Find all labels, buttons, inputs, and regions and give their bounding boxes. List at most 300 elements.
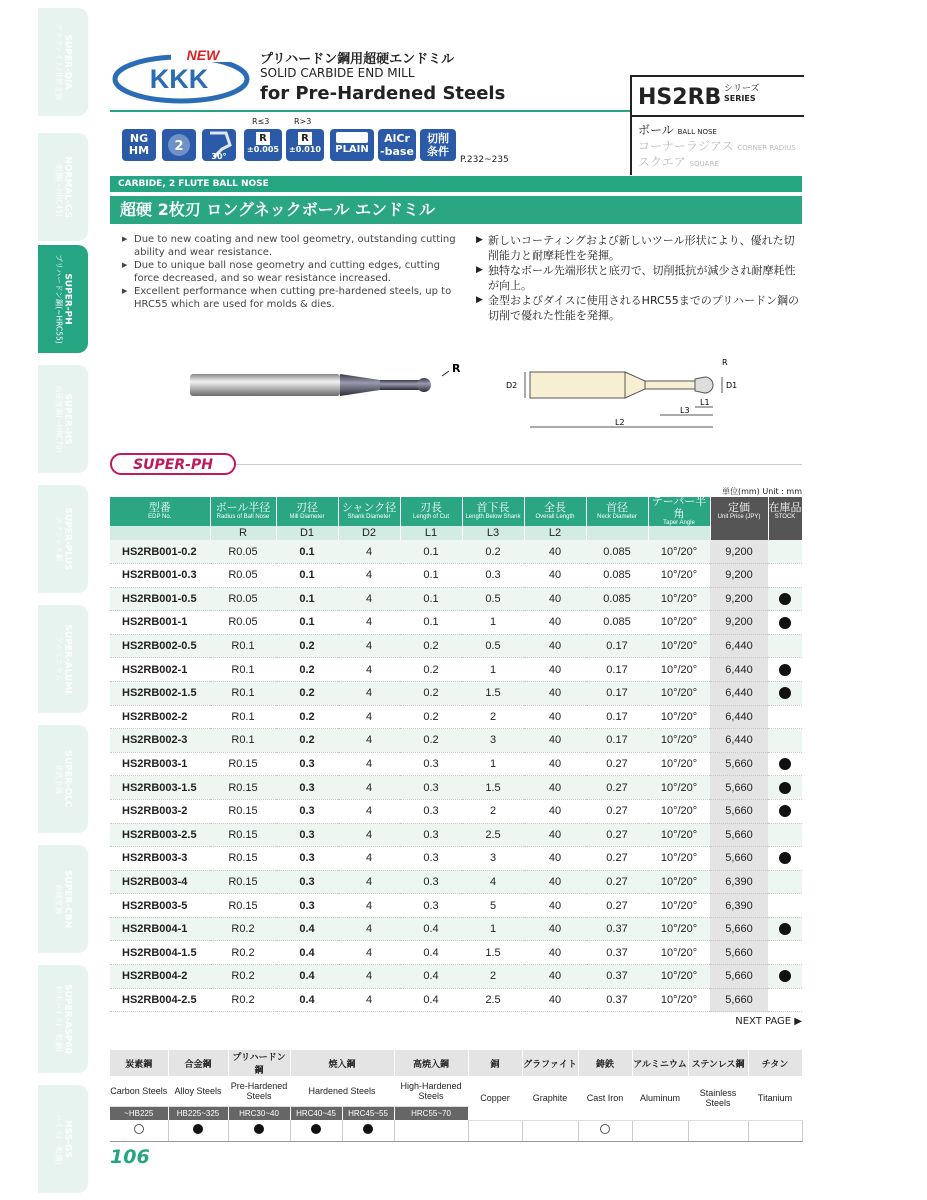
- table-cell: R0.2: [210, 965, 276, 989]
- materials-table: [110, 1050, 803, 1142]
- table-cell: 0.37: [586, 917, 648, 941]
- table-cell: 0.3: [276, 870, 338, 894]
- table-cell: 0.3: [400, 799, 462, 823]
- table-cell: R0.1: [210, 658, 276, 682]
- shape-square-ja: スクエア: [638, 155, 686, 169]
- stock-cell: [768, 752, 802, 776]
- table-cell: 9,200: [710, 540, 768, 563]
- table-cell: R0.05: [210, 540, 276, 563]
- material-name-ja: 鋳鉄: [578, 1050, 632, 1076]
- material-name-en: Hardened Steels: [290, 1076, 394, 1107]
- side-tab-9[interactable]: [38, 1085, 88, 1193]
- material-name-en: Copper: [468, 1076, 522, 1120]
- table-cell: 0.4: [276, 988, 338, 1012]
- shape-square: [638, 153, 719, 170]
- table-cell: 9,200: [710, 611, 768, 635]
- table-cell: 5,660: [710, 752, 768, 776]
- table-row: [110, 634, 802, 658]
- table-row: [110, 988, 802, 1012]
- column-header: [400, 497, 462, 526]
- table-cell: 9,200: [710, 563, 768, 587]
- stock-cell: [768, 587, 802, 611]
- table-cell: 40: [524, 941, 586, 965]
- material-hardness: ~HB225: [110, 1107, 168, 1121]
- table-cell: 0.3: [276, 847, 338, 871]
- table-cell: 4: [338, 988, 400, 1012]
- logo-text: KKK: [149, 64, 209, 94]
- table-cell: 0.2: [276, 634, 338, 658]
- side-tab-2[interactable]: [38, 245, 88, 353]
- column-header-en: Unit Price (JPY): [717, 514, 761, 521]
- side-tab-3[interactable]: [38, 365, 88, 473]
- features-ja: [476, 233, 802, 323]
- side-tab-1[interactable]: [38, 133, 88, 241]
- material-name-en: Carbon Steels: [110, 1076, 168, 1107]
- side-tab-title: SUPER-HS: [62, 393, 73, 445]
- table-cell: 0.1: [400, 563, 462, 587]
- helix-angle: 30°: [211, 152, 227, 161]
- table-cell: 4: [338, 894, 400, 918]
- table-cell: 1: [462, 611, 524, 635]
- stock-cell: [768, 563, 802, 587]
- stock-cell: [768, 729, 802, 753]
- table-cell: 2: [462, 799, 524, 823]
- spec-icons: [110, 113, 630, 177]
- side-tab-label: [54, 23, 73, 100]
- table-cell: HS2RB004-1.5: [110, 941, 210, 965]
- material-name-ja: 焼入鋼: [290, 1050, 394, 1076]
- table-cell: 4: [338, 847, 400, 871]
- column-symbol: D2: [338, 526, 400, 540]
- r-large-symbol: R: [298, 132, 312, 145]
- table-cell: 10°/20°: [648, 776, 710, 800]
- table-cell: 5,660: [710, 823, 768, 847]
- table-cell: 0.3: [276, 823, 338, 847]
- drawing-d2: D2: [506, 381, 518, 390]
- table-cell: 5,660: [710, 965, 768, 989]
- column-symbol: [586, 526, 648, 540]
- shape-corner-radius: [638, 137, 796, 154]
- next-page-link[interactable]: NEXT PAGE ▶: [735, 1016, 802, 1027]
- column-header-ja: 型番: [148, 501, 171, 514]
- side-tab-title: SUPER-PH: [62, 273, 73, 325]
- table-cell: 10°/20°: [648, 611, 710, 635]
- stock-cell: [768, 917, 802, 941]
- column-header-en: Neck Diameter: [597, 514, 637, 521]
- column-header-ja: ボール半径: [215, 501, 271, 514]
- drawing-l3: L3: [680, 406, 690, 415]
- column-header-en: EDP No.: [148, 514, 172, 521]
- table-cell: 40: [524, 563, 586, 587]
- column-header-en: Taper Angle: [663, 520, 695, 527]
- column-header: [338, 497, 400, 526]
- side-tab-subtitle: アルミニウム: [54, 636, 64, 682]
- column-header-en: STOCK: [774, 514, 796, 521]
- table-cell: 0.17: [586, 658, 648, 682]
- table-cell: 0.37: [586, 988, 648, 1012]
- table-cell: 0.3: [400, 823, 462, 847]
- stock-cell: [768, 776, 802, 800]
- table-row: [110, 941, 802, 965]
- stock-cell: [768, 870, 802, 894]
- in-stock-icon: [779, 687, 791, 699]
- stock-cell: [768, 823, 802, 847]
- table-cell: R0.05: [210, 611, 276, 635]
- table-cell: 40: [524, 776, 586, 800]
- features-en: [122, 233, 458, 311]
- table-cell: 40: [524, 799, 586, 823]
- shank-shape: [336, 132, 368, 143]
- material-hardness: HB225~325: [168, 1107, 228, 1121]
- table-cell: 0.27: [586, 847, 648, 871]
- material-name-ja: 炭素鋼: [110, 1050, 168, 1076]
- column-header-en: Shank Diameter: [347, 514, 391, 521]
- material-rating: [342, 1120, 394, 1141]
- recommended-icon: [254, 1124, 264, 1134]
- table-cell: 0.085: [586, 540, 648, 563]
- table-row: [110, 776, 802, 800]
- material-name-en: Titanium: [748, 1076, 802, 1120]
- in-stock-icon: [779, 805, 791, 817]
- table-cell: 10°/20°: [648, 729, 710, 753]
- side-tab-subtitle: プリハードン鋼(~HRC55): [54, 254, 64, 344]
- table-cell: R0.05: [210, 587, 276, 611]
- table-cell: HS2RB003-1: [110, 752, 210, 776]
- material-rating: [110, 1120, 168, 1141]
- column-symbol: D1: [276, 526, 338, 540]
- table-cell: 1.5: [462, 681, 524, 705]
- material-rating: [578, 1120, 632, 1141]
- table-cell: 0.5: [462, 634, 524, 658]
- table-cell: 40: [524, 917, 586, 941]
- category-bar: CARBIDE, 2 FLUTE BALL NOSE: [110, 176, 802, 192]
- table-cell: 0.27: [586, 870, 648, 894]
- side-tab-subtitle: 高硬度鋼(~HRC70): [54, 385, 64, 453]
- stock-cell: [768, 799, 802, 823]
- table-cell: 0.17: [586, 729, 648, 753]
- table-cell: 40: [524, 894, 586, 918]
- column-header-en: Radius of Ball Nose: [216, 514, 270, 521]
- table-row: [110, 799, 802, 823]
- table-cell: 4: [462, 870, 524, 894]
- table-cell: R0.1: [210, 634, 276, 658]
- table-cell: 0.2: [276, 681, 338, 705]
- tool-dimension-drawing: [500, 355, 750, 435]
- material-rating: [748, 1120, 802, 1141]
- table-header-row: [110, 497, 802, 526]
- badge-divider: [236, 464, 802, 465]
- side-tab-label: [54, 385, 73, 452]
- table-row: [110, 705, 802, 729]
- table-cell: 0.17: [586, 705, 648, 729]
- r-small-label: R≤3: [252, 117, 270, 126]
- material-name-ja: アルミニウム: [632, 1050, 688, 1076]
- shape-ball-en: BALL NOSE: [677, 128, 717, 136]
- table-cell: R0.15: [210, 799, 276, 823]
- material-name-en: Cast Iron: [578, 1076, 632, 1120]
- page-number: 106: [110, 1146, 150, 1168]
- flute-count: 2: [174, 139, 184, 154]
- feature-en-3: ▶ Excellent performance when cutting pre-hardened steels, up to HRC55 which are used for molds & dies.: [122, 285, 458, 311]
- table-row: [110, 540, 802, 563]
- table-cell: 0.2: [400, 729, 462, 753]
- table-cell: 10°/20°: [648, 587, 710, 611]
- stock-cell: [768, 988, 802, 1012]
- table-cell: R0.15: [210, 894, 276, 918]
- table-cell: 4: [338, 752, 400, 776]
- table-row: [110, 752, 802, 776]
- materials-en-row: [110, 1076, 802, 1107]
- header-title-en2: for Pre-Hardened Steels: [260, 83, 506, 104]
- table-cell: 1.5: [462, 941, 524, 965]
- table-cell: HS2RB002-1.5: [110, 681, 210, 705]
- material-rating: [468, 1120, 522, 1141]
- in-stock-icon: [779, 758, 791, 770]
- table-cell: HS2RB003-3: [110, 847, 210, 871]
- table-cell: 10°/20°: [648, 823, 710, 847]
- table-cell: 10°/20°: [648, 563, 710, 587]
- table-cell: R0.1: [210, 729, 276, 753]
- material-rating: [394, 1120, 468, 1141]
- table-cell: 0.27: [586, 752, 648, 776]
- side-tab-5[interactable]: [38, 605, 88, 713]
- side-tab-7[interactable]: [38, 845, 88, 953]
- series-box: [630, 75, 804, 175]
- stock-cell: [768, 847, 802, 871]
- table-cell: 4: [338, 563, 400, 587]
- table-row: [110, 894, 802, 918]
- table-cell: HS2RB003-2: [110, 799, 210, 823]
- table-cell: 10°/20°: [648, 752, 710, 776]
- table-cell: 10°/20°: [648, 540, 710, 563]
- table-row: [110, 823, 802, 847]
- table-cell: 0.3: [462, 563, 524, 587]
- cutting-conditions-icon: 切削 条件: [420, 129, 456, 161]
- table-cell: 0.2: [276, 658, 338, 682]
- table-cell: 10°/20°: [648, 965, 710, 989]
- recommended-icon: [311, 1124, 321, 1134]
- table-cell: R0.15: [210, 752, 276, 776]
- table-cell: 0.3: [276, 894, 338, 918]
- side-tab-title: HSS-GS: [62, 1120, 73, 1158]
- table-cell: 0.3: [400, 894, 462, 918]
- table-cell: 0.1: [276, 563, 338, 587]
- stock-cell: [768, 658, 802, 682]
- table-cell: 0.3: [400, 752, 462, 776]
- table-row: [110, 917, 802, 941]
- material-name-ja: 高焼入鋼: [394, 1050, 468, 1076]
- drawing-d1: D1: [726, 381, 738, 390]
- table-cell: 10°/20°: [648, 634, 710, 658]
- table-cell: 0.27: [586, 799, 648, 823]
- table-cell: HS2RB004-2.5: [110, 988, 210, 1012]
- table-cell: 0.17: [586, 681, 648, 705]
- table-cell: 10°/20°: [648, 799, 710, 823]
- in-stock-icon: [779, 782, 791, 794]
- r-large-tolerance: ±0.010: [288, 145, 321, 154]
- material-name-en: Stainless Steels: [688, 1076, 748, 1120]
- column-header: [648, 497, 710, 526]
- column-header: [768, 497, 802, 526]
- stock-cell: [768, 634, 802, 658]
- product-title: 超硬 2枚刃 ロングネックボール エンドミル: [110, 196, 802, 224]
- table-cell: 0.4: [400, 941, 462, 965]
- table-cell: 2: [462, 705, 524, 729]
- table-cell: 0.3: [276, 752, 338, 776]
- table-cell: 3: [462, 847, 524, 871]
- page-reference: P.232~235: [460, 155, 509, 165]
- section-side-tabs: [38, 0, 88, 1200]
- table-cell: 40: [524, 634, 586, 658]
- table-cell: 2.5: [462, 823, 524, 847]
- side-tab-label: [54, 624, 73, 693]
- table-cell: 0.1: [276, 540, 338, 563]
- table-cell: 0.085: [586, 563, 648, 587]
- table-cell: 6,440: [710, 729, 768, 753]
- material-name-en: Aluminum: [632, 1076, 688, 1120]
- material-name-ja: 合金鋼: [168, 1050, 228, 1076]
- table-cell: 4: [338, 965, 400, 989]
- column-symbol: [648, 526, 710, 540]
- material-hardness: HRC30~40: [228, 1107, 290, 1121]
- table-cell: HS2RB002-0.5: [110, 634, 210, 658]
- table-cell: 0.17: [586, 634, 648, 658]
- material-name-ja: ステンレス鋼: [688, 1050, 748, 1076]
- table-cell: 5,660: [710, 847, 768, 871]
- side-tab-title: NORMAL-GS: [62, 156, 73, 218]
- table-cell: 4: [338, 729, 400, 753]
- side-tab-label: [54, 984, 73, 1054]
- table-cell: 4: [338, 823, 400, 847]
- side-tab-8[interactable]: [38, 965, 88, 1073]
- column-header-ja: シャンク径: [341, 501, 397, 514]
- drawing-l1: L1: [700, 398, 710, 407]
- column-symbol: L1: [400, 526, 462, 540]
- drawing-l2: L2: [615, 418, 625, 427]
- table-cell: HS2RB001-0.3: [110, 563, 210, 587]
- column-header: [110, 497, 210, 526]
- r-large-label: R>3: [294, 117, 312, 126]
- side-tab-4[interactable]: [38, 485, 88, 593]
- table-cell: 40: [524, 681, 586, 705]
- side-tab-label: [54, 750, 73, 807]
- series-badge: SUPER-PH: [110, 453, 236, 475]
- feature-ja-1: ▶ 新しいコーティングおよび新しいツール形状により、優れた切削能力と耐摩耗性を発揮。: [476, 233, 802, 263]
- table-cell: 0.3: [276, 799, 338, 823]
- table-cell: 1: [462, 917, 524, 941]
- table-cell: 0.1: [400, 540, 462, 563]
- table-cell: 0.4: [276, 941, 338, 965]
- column-symbol: [768, 526, 802, 540]
- side-tab-6[interactable]: [38, 725, 88, 833]
- table-cell: 0.5: [462, 587, 524, 611]
- table-cell: 1.5: [462, 776, 524, 800]
- table-cell: 0.37: [586, 941, 648, 965]
- table-cell: 4: [338, 587, 400, 611]
- table-cell: 1: [462, 752, 524, 776]
- column-header: [276, 497, 338, 526]
- side-tab-0[interactable]: [38, 8, 88, 116]
- column-symbol: R: [210, 526, 276, 540]
- header-title-en1: SOLID CARBIDE END MILL: [260, 66, 415, 80]
- column-symbol: L2: [524, 526, 586, 540]
- table-cell: HS2RB004-2: [110, 965, 210, 989]
- table-cell: R0.1: [210, 705, 276, 729]
- column-header-ja: 刃径: [296, 501, 318, 514]
- drawing-r: R: [722, 358, 728, 367]
- table-cell: 10°/20°: [648, 870, 710, 894]
- side-tab-title: SUPER-ASP60: [62, 984, 73, 1054]
- table-cell: 0.2: [276, 705, 338, 729]
- stock-cell: [768, 540, 802, 563]
- table-cell: 0.1: [276, 611, 338, 635]
- table-cell: 40: [524, 988, 586, 1012]
- in-stock-icon: [779, 970, 791, 982]
- table-cell: R0.2: [210, 917, 276, 941]
- shape-ball: [638, 121, 717, 138]
- side-tab-label: [54, 156, 73, 217]
- table-cell: 5,660: [710, 988, 768, 1012]
- coating-icon: AlCr -base: [378, 129, 416, 161]
- material-name-ja: プリハードン鋼: [228, 1050, 290, 1076]
- side-tab-subtitle: 一般鋼(~HRC45): [54, 157, 64, 217]
- table-cell: 10°/20°: [648, 941, 710, 965]
- table-cell: R0.15: [210, 870, 276, 894]
- side-tab-subtitle: ステンレス鋼: [54, 516, 64, 562]
- shape-corner-en: CORNER RADIUS: [737, 144, 796, 152]
- table-cell: 4: [338, 540, 400, 563]
- flute-icon: [162, 129, 196, 161]
- table-row: [110, 611, 802, 635]
- material-name-ja: チタン: [748, 1050, 802, 1076]
- column-header: [710, 497, 768, 526]
- table-cell: HS2RB003-5: [110, 894, 210, 918]
- in-stock-icon: [779, 617, 791, 629]
- table-cell: 0.1: [276, 587, 338, 611]
- table-row: [110, 563, 802, 587]
- side-tab-subtitle: 非鉄金属: [54, 763, 64, 794]
- table-cell: 0.4: [276, 965, 338, 989]
- table-cell: 10°/20°: [648, 847, 710, 871]
- table-cell: 4: [338, 658, 400, 682]
- table-cell: 5,660: [710, 917, 768, 941]
- table-cell: 3: [462, 729, 524, 753]
- side-tab-title: SUPER-ALUMI: [62, 624, 73, 694]
- table-cell: 4: [338, 941, 400, 965]
- table-cell: 0.4: [400, 965, 462, 989]
- material-hardness: HRC45~55: [342, 1107, 394, 1121]
- stock-cell: [768, 965, 802, 989]
- suitable-icon: [600, 1124, 610, 1134]
- table-cell: HS2RB003-1.5: [110, 776, 210, 800]
- table-cell: 4: [338, 705, 400, 729]
- table-cell: HS2RB001-0.5: [110, 587, 210, 611]
- column-header-en: Length Below Shank: [465, 514, 521, 521]
- table-cell: 0.085: [586, 587, 648, 611]
- table-cell: 5: [462, 894, 524, 918]
- table-cell: 6,390: [710, 894, 768, 918]
- table-cell: 6,390: [710, 870, 768, 894]
- table-cell: 0.085: [586, 611, 648, 635]
- table-cell: 40: [524, 847, 586, 871]
- column-header: [524, 497, 586, 526]
- table-cell: 5,660: [710, 941, 768, 965]
- table-cell: 6,440: [710, 705, 768, 729]
- stock-cell: [768, 941, 802, 965]
- table-cell: 0.1: [400, 611, 462, 635]
- in-stock-icon: [779, 664, 791, 676]
- side-tab-title: SUPER-DLC: [62, 750, 73, 808]
